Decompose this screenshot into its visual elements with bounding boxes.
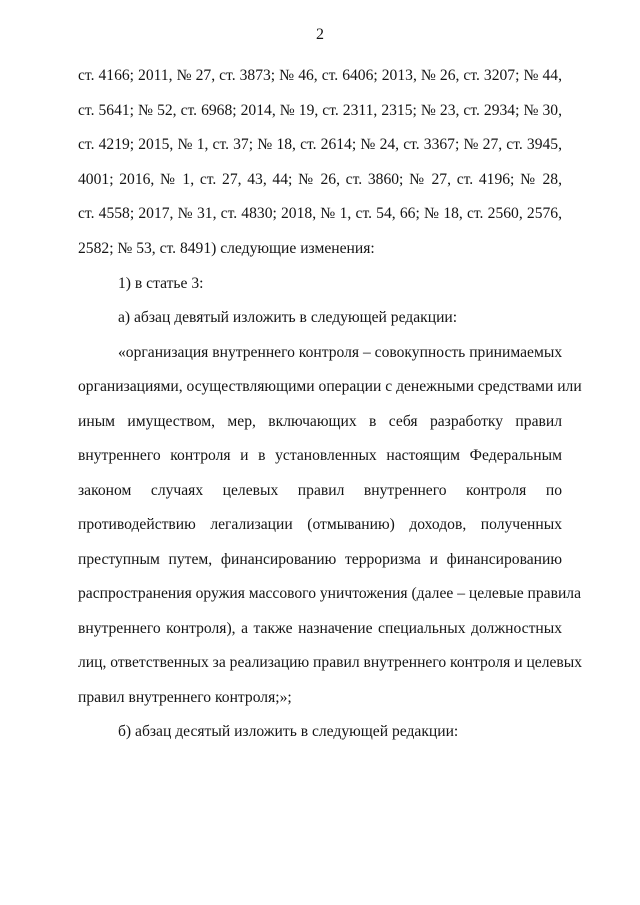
text-line-6: 2582; № 53, ст. 8491) следующие изменения: <box>78 240 375 257</box>
item-1-heading: 1) в статье 3: <box>118 275 204 292</box>
quote-line-7: преступным путем, финансированию терроризма и финансированию <box>78 551 562 568</box>
text-line-3: ст. 4219; 2015, № 1, ст. 37; № 18, ст. 2614; № 24, ст. 3367; № 27, ст. 3945, <box>78 136 562 153</box>
quote-line-3: иным имуществом, мер, включающих в себя разработку правил <box>78 413 562 430</box>
text-line-1: ст. 4166; 2011, № 27, ст. 3873; № 46, ст. 6406; 2013, № 26, ст. 3207; № 44, <box>78 67 562 84</box>
quote-line-5: законом случаях целевых правил внутреннего контроля по <box>78 482 562 499</box>
page-number: 2 <box>316 26 324 43</box>
quote-line-1: «организация внутреннего контроля – совокупность принимаемых <box>118 344 563 361</box>
quote-line-4: внутреннего контроля и в установленных настоящим Федеральным <box>78 447 562 464</box>
subitem-a-heading: а) абзац девятый изложить в следующей редакции: <box>118 309 458 326</box>
quote-line-9: внутреннего контроля), а также назначение специальных должностных <box>78 620 562 637</box>
text-line-2: ст. 5641; № 52, ст. 6968; 2014, № 19, ст. 2311, 2315; № 23, ст. 2934; № 30, <box>78 102 562 119</box>
quote-line-8: распространения оружия массового уничтожения (далее – целевые правила <box>78 585 581 602</box>
quote-line-6: противодействию легализации (отмыванию) доходов, полученных <box>78 516 562 533</box>
quote-line-2: организациями, осуществляющими операции с денежными средствами или <box>78 378 582 395</box>
text-line-4: 4001; 2016, № 1, ст. 27, 43, 44; № 26, ст. 3860; № 27, ст. 4196; № 28, <box>78 171 562 188</box>
quote-line-10: лиц, ответственных за реализацию правил внутреннего контроля и целевых <box>78 654 583 671</box>
text-line-5: ст. 4558; 2017, № 31, ст. 4830; 2018, № 1, ст. 54, 66; № 18, ст. 2560, 2576, <box>78 205 562 222</box>
subitem-b-heading: б) абзац десятый изложить в следующей редакции: <box>118 723 459 740</box>
quote-line-11: правил внутреннего контроля;»; <box>78 689 292 706</box>
